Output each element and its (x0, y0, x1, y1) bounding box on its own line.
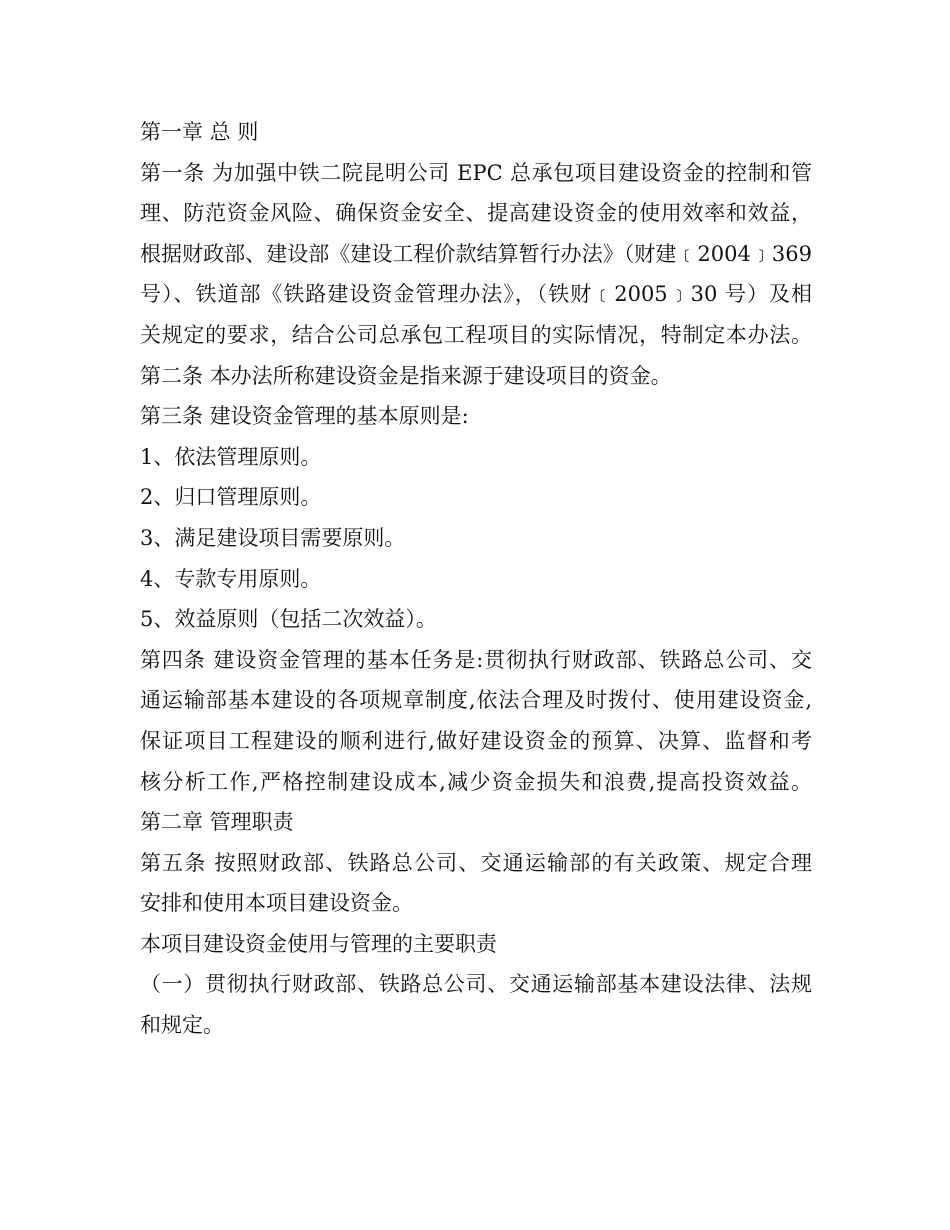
text-line: 通运输部基本建设的各项规章制度,依法合理及时拨付、使用建设资金, (140, 688, 812, 713)
text-line: 第二章 管理职责 (140, 810, 294, 835)
text-line: 安排和使用本项目建设资金。 (140, 891, 413, 916)
text-line: 第三条 建设资金管理的基本原则是: (140, 404, 469, 429)
text-line: 第五条 按照财政部、铁路总公司、交通运输部的有关政策、规定合理 (140, 850, 812, 875)
text-line: 核分析工作,严格控制建设成本,减少资金损失和浪费,提高投资效益。 (140, 769, 812, 794)
text-line: 号）、铁道部《铁路建设资金管理办法》，（铁财﹝2005﹞30 号）及相 (140, 282, 812, 307)
text-line: 第一章 总 则 (140, 120, 259, 144)
text-line: 4、专款专用原则。 (140, 566, 322, 591)
text-line: （一）贯彻执行财政部、铁路总公司、交通运输部基本建设法律、法规 (140, 972, 812, 997)
text-line: 5、效益原则（包括二次效益）。 (140, 607, 437, 632)
text-line: 关规定的要求，结合公司总承包工程项目的实际情况，特制定本办法。 (140, 322, 812, 347)
text-line: 2、归口管理原则。 (140, 485, 322, 510)
text-line: 第四条 建设资金管理的基本任务是:贯彻执行财政部、铁路总公司、交 (140, 647, 812, 672)
text-line: 1、依法管理原则。 (140, 444, 322, 469)
text-line: 第二条 本办法所称建设资金是指来源于建设项目的资金。 (140, 363, 672, 388)
text-line: 3、满足建设项目需要原则。 (140, 525, 406, 550)
text-line: 和规定。 (140, 1013, 224, 1038)
text-line: 理、防范资金风险、确保资金安全、提高建设资金的使用效率和效益， (140, 201, 812, 226)
text-line: 根据财政部、建设部《建设工程价款结算暂行办法》（财建﹝2004﹞369 (140, 241, 812, 266)
text-line: 第一条 为加强中铁二院昆明公司 EPC 总承包项目建设资金的控制和管 (140, 160, 812, 185)
text-line: 本项目建设资金使用与管理的主要职责 (140, 931, 497, 956)
text-line: 保证项目工程建设的顺利进行,做好建设资金的预算、决算、监督和考 (140, 728, 812, 753)
document-body (140, 112, 812, 1046)
